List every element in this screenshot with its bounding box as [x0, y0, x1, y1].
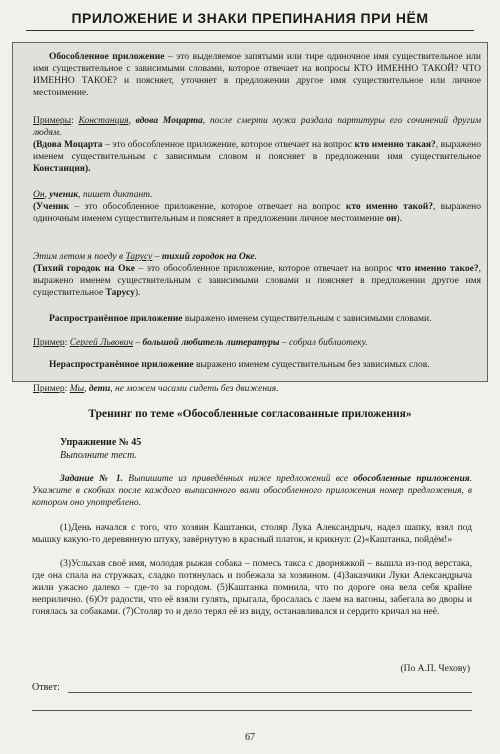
exercise-subtitle: Выполните тест.: [60, 450, 137, 461]
uncommon-example-appositive: дети: [88, 384, 111, 394]
task-description: [32, 473, 472, 509]
common-example-colon: :: [64, 338, 70, 348]
exercise-title: Упражнение № 45: [60, 437, 142, 448]
common-example-appositive: большой любитель литературы: [142, 338, 280, 348]
uncommon-example-label: Пример: [33, 384, 65, 394]
task-bold: обособленные приложения: [353, 474, 470, 484]
uncommon-appositive-rule: [33, 359, 481, 371]
text-paragraph-1: (1)День начался с того, что хозяин Каштанки, столяр Лука Александрыч, надел шапку, взял под мышку какую-то деревянную штуку, завёрнутую в красный платок, и крикнул: (2)«Каштанка, пойдём!»: [32, 523, 472, 545]
example1-exp-mid: , выражено именем существительным с зависимым словом и поясняет в предложении имя существительное: [33, 140, 481, 162]
example2-word: Он: [33, 190, 45, 200]
example2-sentence: [33, 189, 481, 201]
example1-exp-word: Констанция).: [33, 164, 91, 174]
training-title: Тренинг по теме «Обособленные согласованные приложения»: [88, 408, 412, 420]
answer-label: Ответ:: [32, 682, 60, 693]
common-example-dash: –: [133, 338, 143, 348]
definition-questions: КТО ИМЕННО ТАКОЙ? ЧТО ИМЕННО ТАКОЕ?: [33, 64, 481, 86]
definition-text: – это выделяемое запятыми или тире одиночное имя существительное или имя существительное с зависимыми словами, которое отвечает на вопросы: [33, 52, 482, 74]
page-title: ПРИЛОЖЕНИЕ И ЗНАКИ ПРЕПИНАНИЯ ПРИ НЁМ: [71, 10, 429, 26]
example1-explanation: [33, 139, 481, 175]
example2-exp-question: кто именно такой?: [345, 202, 433, 212]
example2-exp-text: – это обособленное приложение, которое отвечает на вопрос: [69, 202, 346, 212]
rule-box: [12, 42, 488, 394]
example3-sentence: [33, 251, 481, 263]
example1-word: Констанция: [78, 116, 129, 126]
common-text: выражено именем существительным с зависимыми словами.: [182, 314, 432, 324]
example1-sentence: [33, 115, 481, 139]
example2-appositive: ученик: [49, 190, 79, 200]
example3-start: Этим летом я поеду в: [33, 252, 126, 262]
example2-exp-end: ).: [396, 214, 402, 224]
uncommon-example-rest: , не можем часами сидеть без движения.: [110, 384, 279, 394]
text-paragraph-2: (3)Услыхав своё имя, молодая рыжая собака – помесь такса с дворняжкой – вышла из-под верстака, где она спала на стружках, сладко потянулась и побежала за хозяином. (4)Заказчики Луки Александрыча жили ужасно далеко – где-то за городом. (5)Каштанка помнила, что по дороге она вела себя крайне неприлично. (6)От радости, что её взяли гулять, прыгала, бросалась с лаем на вагоны, забегала во дворы и гонялась за собаками. (7)Столяр то и дело терял её из виду, останавливался и сердито кричал на неё.: [32, 559, 472, 617]
example3-appositive: тихий городок на Оке: [161, 252, 255, 262]
definition-tail: и поясняет, уточняет в предложении другое имя существительное или личное местоимение.: [33, 76, 481, 98]
uncommon-text: выражено именем существительным без зависимых слов.: [193, 360, 430, 370]
task-rest: . Укажите в скобках после каждого выписанного вами обособленного приложения номер предложения, в котором оно употреблено.: [32, 474, 473, 508]
common-example-word: Сергей Львович: [69, 338, 134, 348]
example2-explanation: [33, 201, 481, 225]
example3-dash: –: [152, 252, 162, 262]
example2-rest: , пишет диктант.: [78, 190, 153, 200]
common-example-label: Пример: [33, 338, 65, 348]
common-term: Распространённое приложение: [49, 314, 183, 324]
example3-exp-term: (Тихий городок на Оке: [33, 264, 135, 274]
examples-colon: :: [71, 116, 79, 126]
example2-exp-word: он: [386, 214, 397, 224]
example3-exp-word: Тарусу: [105, 288, 135, 298]
common-appositive-rule: [33, 313, 481, 325]
example1-rest: , после смерти мужа раздала партитуры его сочинений другим людям.: [33, 116, 482, 138]
text-author: (По А.П. Чехову): [400, 664, 470, 674]
example3-exp-end: ).: [134, 288, 141, 298]
answer-line-2[interactable]: [32, 710, 472, 711]
example3-end: .: [254, 252, 257, 262]
answer-line-1[interactable]: [68, 692, 472, 693]
task-text: Выпишите из приведённых ниже предложений все: [123, 474, 354, 484]
example3-explanation: [33, 263, 481, 299]
examples-label: Примеры: [33, 116, 72, 126]
title-rule: [26, 30, 474, 31]
example1-exp-term: (Вдова Моцарта: [33, 140, 103, 150]
example2-exp-mid: , выражено одиночным именем существительным и поясняет в предложении личное местоимение: [33, 202, 481, 224]
page-number: 67: [245, 732, 255, 743]
uncommon-example: [33, 383, 481, 395]
uncommon-example-colon: :: [64, 384, 70, 394]
uncommon-example-word: Мы: [69, 384, 85, 394]
definition-paragraph: [33, 51, 481, 99]
definition-term: Обособленное приложение: [49, 52, 165, 62]
example3-exp-mid: , выражено именем существительным с зависимыми словами и поясняет в предложении другое имя существительное: [33, 264, 481, 298]
example2-exp-term: (Ученик: [33, 202, 70, 212]
task-label: Задание № 1.: [60, 474, 124, 484]
example1-appositive: вдова Моцарта: [135, 116, 203, 126]
example3-exp-question: что именно такое?: [396, 264, 479, 274]
uncommon-example-comma: ,: [84, 384, 89, 394]
example1-exp-text: – это обособленное приложение, которое отвечает на вопрос: [102, 140, 355, 150]
example3-word: Тарусу: [125, 252, 153, 262]
example1-exp-question: кто именно такая?: [354, 140, 436, 150]
common-example-rest: – собрал библиотеку.: [279, 338, 368, 348]
example1-comma: ,: [128, 116, 136, 126]
example2-comma: ,: [44, 190, 50, 200]
uncommon-term: Нераспространённое приложение: [49, 360, 194, 370]
example3-exp-text: – это обособленное приложение, которое отвечает на вопрос: [134, 264, 397, 274]
common-example: [33, 337, 481, 349]
